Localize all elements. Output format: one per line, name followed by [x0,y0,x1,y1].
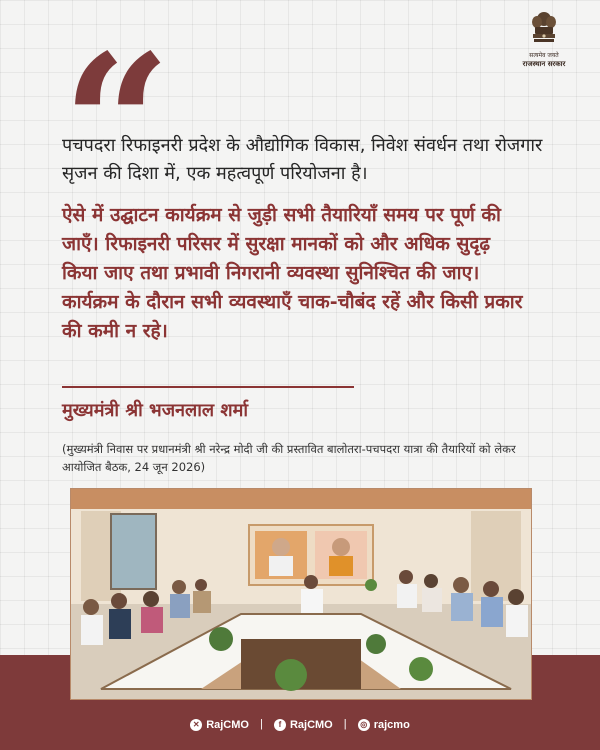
facebook-icon: f [274,719,286,731]
intro-paragraph: पचपदरा रिफाइनरी प्रदेश के औद्योगिक विकास, निवेश संवर्धन तथा रोजगार सृजन की दिशा में, एक महत्वपूर्ण परियोजना है। [62,135,543,184]
x-handle: RajCMO [206,719,249,731]
emblem-government-label: राजस्थान सरकार [522,60,566,68]
separator: | [343,718,347,730]
emblem-motto: सत्यमेव जयते [529,52,559,59]
speaker-name: मुख्यमंत्री श्री भजनलाल शर्मा [62,400,249,421]
quote-paragraph: ऐसे में उद्घाटन कार्यक्रम से जुड़ी सभी तैयारियाँ समय पर पूर्ण की जाएँ। रिफाइनरी परिसर में सुरक्षा मानकों को और अधिक सुदृढ़ किया जाए तथा प्रभावी निगरानी व्यवस्था सुनिश्चित की जाए। कार्यक्रम के दौरान सभी व्यवस्थाएँ चाक-चौबंद रहें और किसी प्रकार की कमी न रहे। [62,204,523,342]
meeting-photo [70,488,532,700]
instagram-handle-item[interactable] [358,717,410,733]
lion-capital-icon [529,10,559,50]
meeting-caption: (मुख्यमंत्री निवास पर प्रधानमंत्री श्री नरेन्द्र मोदी जी की प्रस्तावित बालोतरा-पचपदरा यात्रा की तैयारियों को लेकर आयोजित बैठक, 24 जून 2026) [62,442,516,474]
social-handles [0,716,600,733]
quote-mark-icon: “ [62,13,154,236]
state-emblem [516,10,572,68]
facebook-handle: RajCMO [289,719,333,731]
instagram-icon: ◎ [358,719,370,731]
x-handle-item[interactable] [190,717,249,733]
instagram-handle: rajcmo [373,719,410,731]
facebook-handle-item[interactable] [274,717,333,733]
separator: | [260,718,263,730]
speaker-divider [62,386,354,388]
x-logo-icon: ✕ [190,719,202,731]
